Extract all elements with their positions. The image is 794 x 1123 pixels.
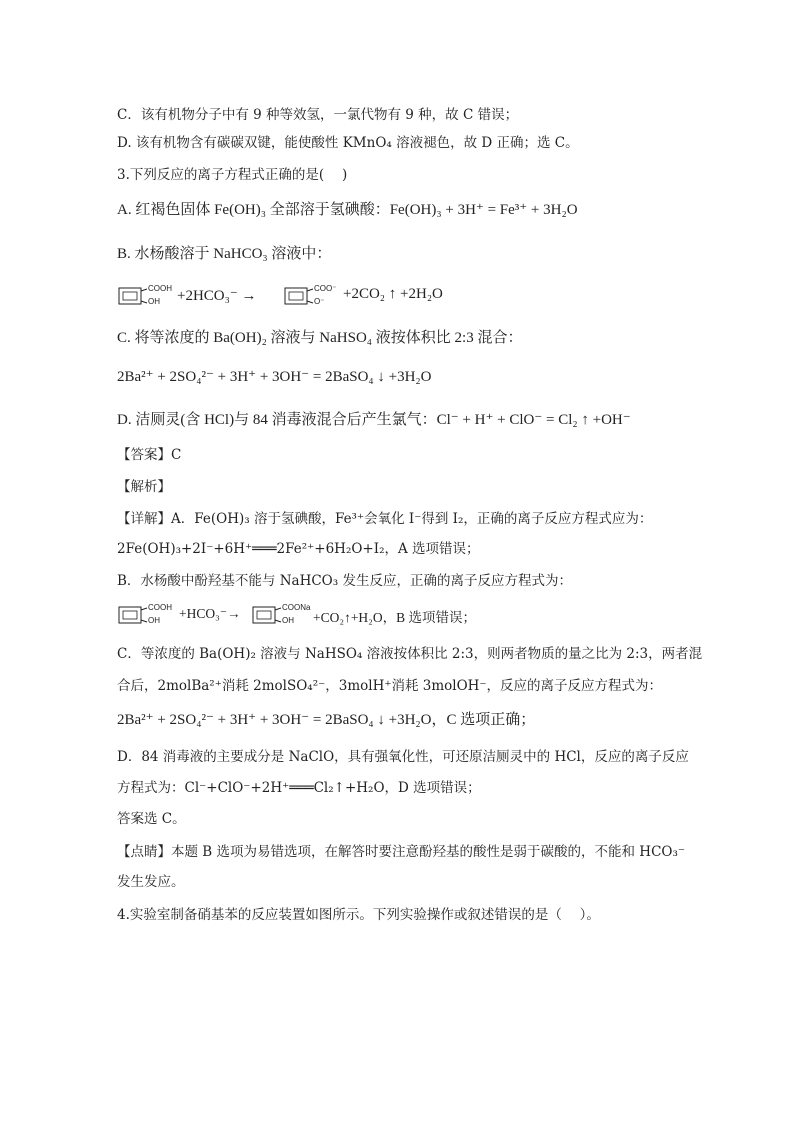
option-b-eq-end: +2CO₂ ↑ +2H₂O [343,286,443,302]
oh-label-3: OH [282,616,294,625]
question-3-stem: 3.下列反应的离子方程式正确的是( ) [117,167,348,183]
oh-label-2: OH [148,616,160,625]
oh-label: OH [148,297,160,306]
detail-c-equation: 2Ba²⁺ + 2SO₄²⁻ + 3H⁺ + 3OH⁻ = 2BaSO₄ ↓ +3H₂O，C 选项正确； [117,712,536,728]
tip-line-2: 发生发应。 [117,874,185,890]
detail-b-line-1: B．水杨酸中酚羟基不能与 NaHCO₃ 发生反应，正确的离子反应方程式为： [117,573,572,589]
detail-b-equation [117,602,537,628]
option-b-eq-middle: +2HCO₃⁻ → [177,288,257,304]
option-b-equation [117,283,497,309]
detail-b-eq-middle: +HCO₃⁻→ [179,606,241,621]
conclusion: 答案选 C。 [117,811,186,827]
cooh-label: COOH [148,284,172,293]
cooh-label-2: COOH [148,603,172,612]
question-4-stem: 4.实验室制备硝基苯的反应装置如图所示。下列实验操作或叙述错误的是（ ）。 [117,907,600,923]
detail-d-line-1: D．84 消毒液的主要成分是 NaClO，具有强氧化性，可还原洁厕灵中的 HCl，反应的离子反应 [117,749,689,765]
text-line-d-option-explanation: D. 该有机物含有碳碳双键，能使酸性 KMnO₄ 溶液褪色，故 D 正确；选 C。 [117,135,579,151]
detail-b-eq-end: +CO₂↑+H₂O，B 选项错误； [313,610,477,625]
option-b: B. 水杨酸溶于 NaHCO₃ 溶液中： [117,246,332,262]
coona-label: COONa [282,603,311,612]
option-a: A. 红褐色固体 Fe(OH)₃ 全部溶于氢碘酸：Fe(OH)₃ + 3H⁺ = Fe³⁺ + 3H₂O [117,202,578,218]
o-minus-label: O⁻ [314,297,325,306]
detail-a-line-1: 【详解】A．Fe(OH)₃ 溶于氢碘酸，Fe³⁺会氧化 I⁻得到 I₂，正确的离子反应方程式应为： [117,511,653,527]
option-c-equation: 2Ba²⁺ + 2SO₄²⁻ + 3H⁺ + 3OH⁻ = 2BaSO₄ ↓ +3H₂O [117,369,432,385]
option-d: D. 洁厕灵(含 HCl)与 84 消毒液混合后产生氯气：Cl⁻ + H⁺ + ClO⁻ = Cl₂ ↑ +OH⁻ [117,412,631,428]
detail-a-line-2: 2Fe(OH)₃+2I⁻+6H⁺═══2Fe²⁺+6H₂O+I₂，A 选项错误； [117,541,480,557]
tip-line-1: 【点睛】本题 B 选项为易错选项，在解答时要注意酚羟基的酸性是弱于碳酸的，不能和 HCO₃⁻ [117,844,686,860]
answer-label: 【答案】C [117,447,182,463]
detail-c-line-1: C．等浓度的 Ba(OH)₂ 溶液与 NaHSO₄ 溶液按体积比 2:3，则两者物质的量之比为 2:3，两者混 [117,646,703,662]
text-line-c-option-explanation: C．该有机物分子中有 9 种等效氢，一氯代物有 9 种，故 C 错误； [117,107,519,123]
option-c: C. 将等浓度的 Ba(OH)₂ 溶液与 NaHSO₄ 液按体积比 2:3 混合： [117,330,523,346]
detail-c-line-2: 合后，2molBa²⁺消耗 2molSO₄²⁻，3molH⁺消耗 3molOH⁻，反应的离子反应方程式为： [117,678,663,694]
analysis-label: 【解析】 [117,479,171,495]
coo-minus-label: COO⁻ [314,284,337,293]
detail-d-line-2: 方程式为：Cl⁻+ClO⁻+2H⁺═══Cl₂↑+H₂O，D 选项错误； [117,780,481,796]
